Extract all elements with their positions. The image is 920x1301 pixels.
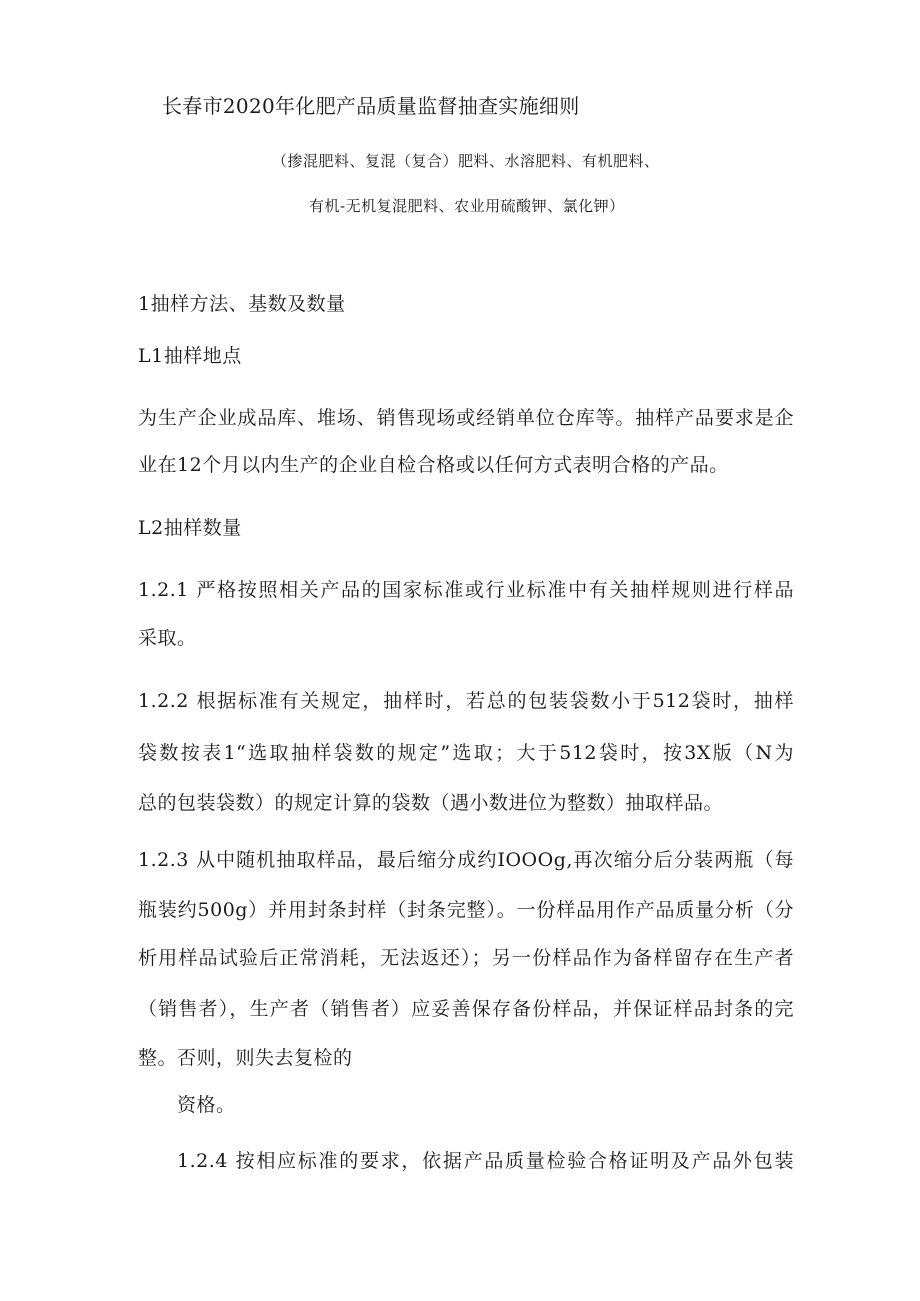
paragraph-1-2-2-line-1: 1.2.2 根据标准有关规定，抽样时，若总的包装袋数小于512袋时，抽样 xyxy=(138,690,794,712)
paragraph-1-2-3-line-4: （销售者），生产者（销售者）应妥善保存备份样品，并保证样品封条的完 xyxy=(138,998,794,1020)
paragraph-1-2-3-line-1: 1.2.3 从中随机抽取样品，最后缩分成约IOOOg,再次缩分后分装两瓶（每 xyxy=(138,849,794,871)
subsection-heading-sampling-quantity: L2抽样数量 xyxy=(138,517,242,539)
document-title: 长春市2020年化肥产品质量监督抽查实施细则 xyxy=(162,94,580,118)
paragraph-1-2-2-line-2: 袋数按表1“选取抽样袋数的规定”选取；大于512袋时，按3X版（N为 xyxy=(138,742,794,764)
document-subtitle-line-2: 有机-无机复混肥料、农业用硫酸钾、氯化钾） xyxy=(309,197,625,215)
paragraph-sampling-location-line-2: 业在12个月以内生产的企业自检合格或以任何方式表明合格的产品。 xyxy=(138,454,729,476)
paragraph-1-2-1-line-1: 1.2.1 严格按照相关产品的国家标准或行业标准中有关抽样规则进行样品 xyxy=(138,579,794,601)
paragraph-1-2-2-line-3: 总的包装袋数）的规定计算的袋数（遇小数进位为整数）抽取样品。 xyxy=(138,792,724,814)
subsection-heading-sampling-location: L1抽样地点 xyxy=(138,345,242,367)
paragraph-1-2-1-line-2: 采取。 xyxy=(138,627,197,649)
paragraph-1-2-3-line-6: 资格。 xyxy=(177,1094,236,1116)
paragraph-sampling-location-line-1: 为生产企业成品库、堆场、销售现场或经销单位仓库等。抽样产品要求是企 xyxy=(138,407,794,429)
document-subtitle-line-1: （掺混肥料、复混（复合）肥料、水溶肥料、有机肥料、 xyxy=(272,152,660,170)
section-heading-sampling: 1抽样方法、基数及数量 xyxy=(138,293,346,315)
paragraph-1-2-4-line-1: 1.2.4 按相应标准的要求，依据产品质量检验合格证明及产品外包装 xyxy=(177,1150,794,1172)
paragraph-1-2-3-line-5: 整。否则，则失去复检的 xyxy=(138,1047,353,1069)
paragraph-1-2-3-line-3: 析用样品试验后正常消耗，无法返还）；另一份样品作为备样留存在生产者 xyxy=(138,947,794,969)
paragraph-1-2-3-line-2: 瓶装约500g）并用封条封样（封条完整）。一份样品用作产品质量分析（分 xyxy=(138,899,794,921)
